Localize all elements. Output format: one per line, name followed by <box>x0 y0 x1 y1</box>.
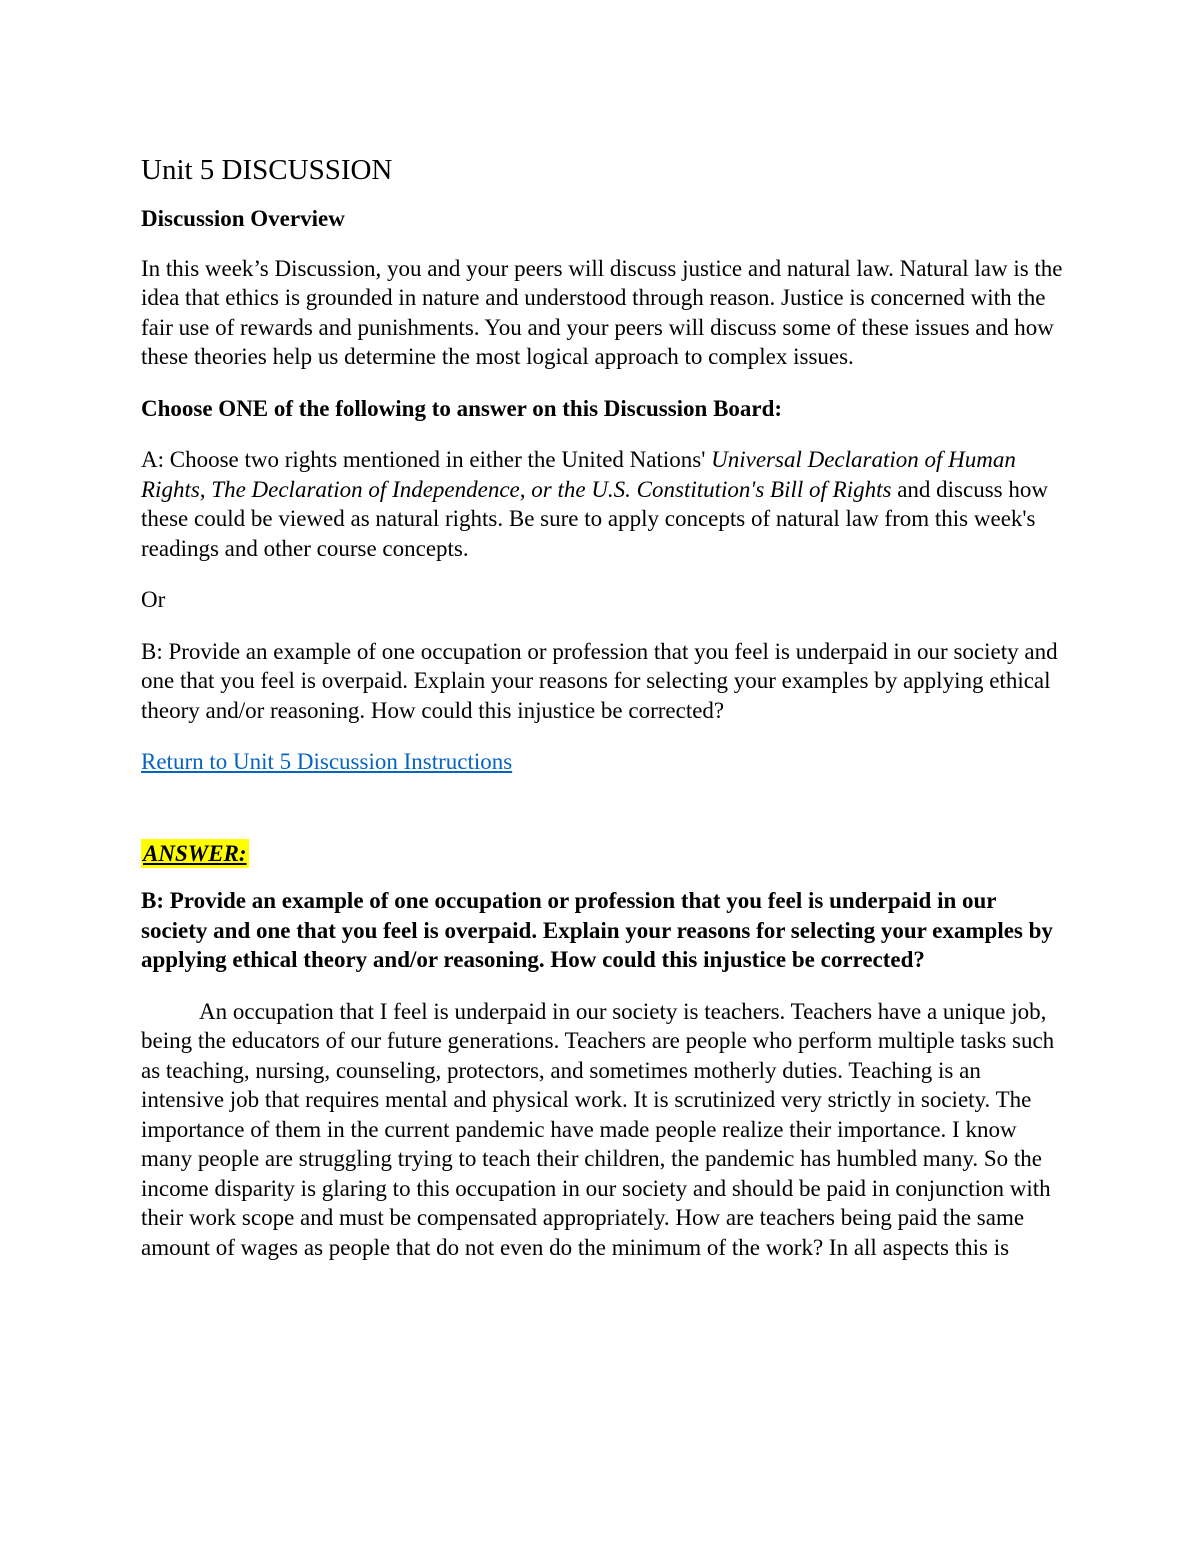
page-title: Unit 5 DISCUSSION <box>141 154 393 186</box>
option-a-suffix: and discuss how these could be viewed as natural rights. Be sure to apply concepts of natural law from this week's readings and other course concepts. <box>141 476 1048 561</box>
answer-question: B: Provide an example of one occupation or profession that you feel is underpaid in our society and one that you feel is overpaid. Explain your reasons for selecting your examples by applying ethical theory and/or reasoning. How could this injustice be corrected? <box>141 888 1053 972</box>
option-a-italic-titles: Universal Declaration of Human Rights, The Declaration of Independence, or the U.S. Constitution's Bill of Rights <box>141 447 1016 502</box>
choose-heading: Choose ONE of the following to answer on this Discussion Board: <box>141 395 783 421</box>
overview-paragraph: In this week’s Discussion, you and your peers will discuss justice and natural law. Natural law is the idea that ethics is grounded in nature and understood through reason. Justice is concerned with the fair use of rewards and punishments. You and your peers will discuss some of these issues and how these theories help us determine the most logical approach to complex issues. <box>141 255 1063 369</box>
document-page <box>141 150 1066 1284</box>
option-a-prefix: A: Choose two rights mentioned in either the United Nations' <box>141 447 712 472</box>
answer-label: ANSWER: <box>141 839 249 869</box>
return-instructions-link[interactable]: Return to Unit 5 Discussion Instructions <box>141 749 513 774</box>
answer-body: An occupation that I feel is underpaid in our society is teachers. Teachers have a unique job, being the educators of our future generations. Teachers are people who perform multiple tasks such as teaching, nursing, counseling, protectors, and sometimes motherly duties. Teaching is an intensive job that requires mental and physical work. It is scrutinized very strictly in society. The importance of them in the current pandemic have made people realize their importance. I know many people are struggling trying to teach their children, the pandemic has humbled many. So the income disparity is glaring to this occupation in our society and should be paid in conjunction with their work scope and must be compensated appropriately. How are teachers being paid the same amount of wages as people that do not even do the minimum of the work? In all aspects this is <box>141 998 1055 1260</box>
overview-heading: Discussion Overview <box>141 206 345 231</box>
spacer <box>141 799 1066 839</box>
option-a-paragraph <box>141 445 1066 563</box>
or-separator: Or <box>141 587 166 612</box>
option-b-paragraph: B: Provide an example of one occupation or profession that you feel is underpaid in our society and one that you feel is overpaid. Explain your reasons for selecting your examples by applying ethical theory and/or reasoning. How could this injustice be corrected? <box>141 638 1058 723</box>
